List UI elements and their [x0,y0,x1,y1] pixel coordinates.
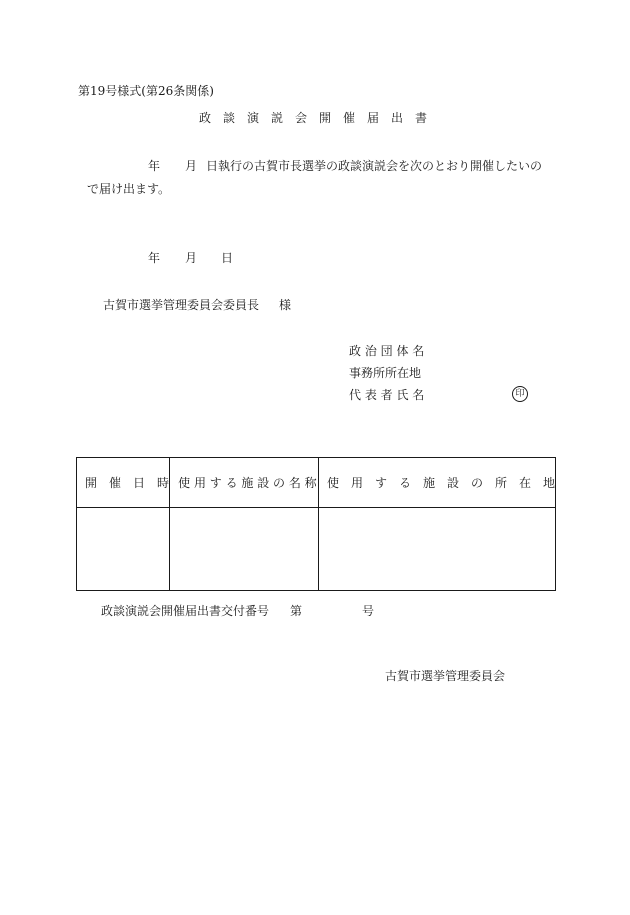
header-cell-facility-name: 使 用 す る 施 設 の 名 称 [170,458,319,508]
office-address-label: 事務所所在地 [349,366,422,380]
body-text-line1: 日執行の古賀市長選挙の政談演説会を次のとおり開催したいの [206,159,543,173]
issue-number-label: 政談演説会開催届出書交付番号 [101,604,270,618]
issue-number-suffix: 号 [362,604,375,618]
facility-name-cell[interactable] [170,508,319,591]
body-text-line2: で届け出ます。 [87,182,171,196]
event-month-label: 月 [185,159,198,173]
seal-mark-icon: 印 [512,386,528,402]
date-month-label: 月 [185,251,198,265]
header-cell-facility-address: 使 用 す る 施 設 の 所 在 地 [318,458,555,508]
table-row [77,508,556,591]
issue-number-prefix: 第 [290,604,303,618]
representative-name-label: 代 表 者 氏 名 [349,388,425,402]
date-day-label: 日 [221,251,234,265]
issuing-committee: 古賀市選挙管理委員会 [385,669,506,683]
document-title: 政 談 演 説 会 開 催 届 出 書 [199,111,428,125]
facility-address-cell[interactable] [318,508,555,591]
event-details-table [76,457,556,591]
form-number: 第19号様式(第26条関係) [78,84,214,98]
header-cell-datetime: 開 催 日 時 [77,458,170,508]
addressee-name: 古賀市選挙管理委員会委員長 [103,298,260,312]
political-org-name-label: 政 治 団 体 名 [349,344,425,358]
datetime-cell[interactable] [77,508,170,591]
date-year-label: 年 [148,251,161,265]
event-year-label: 年 [148,159,161,173]
addressee-honorific: 様 [279,298,292,312]
table-header-row [77,458,556,508]
